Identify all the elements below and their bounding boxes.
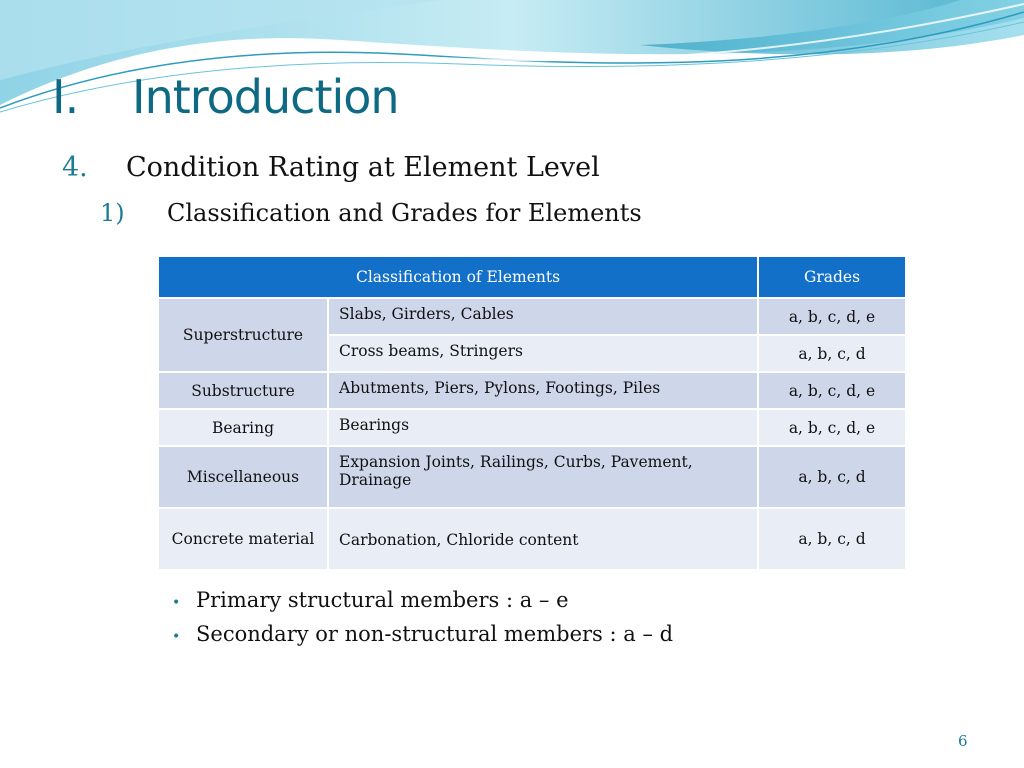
category-cell: Concrete material xyxy=(158,508,328,570)
title-number: I. xyxy=(52,70,79,124)
bullet-text: Secondary or non-structural members : a – d xyxy=(196,622,674,646)
grades-table xyxy=(157,255,907,571)
level2-text: Classification and Grades for Elements xyxy=(167,199,642,227)
elements-cell: Cross beams, Stringers xyxy=(328,335,758,372)
slide-title xyxy=(52,70,399,124)
table-row xyxy=(158,298,906,335)
grades-cell: a, b, c, d xyxy=(758,508,906,570)
category-cell: Superstructure xyxy=(158,298,328,372)
bullet-text: Primary structural members : a – e xyxy=(196,588,569,612)
table-row xyxy=(158,508,906,570)
category-cell: Bearing xyxy=(158,409,328,446)
level1-text: Condition Rating at Element Level xyxy=(126,152,600,183)
page-number: 6 xyxy=(958,732,968,750)
grades-cell: a, b, c, d, e xyxy=(758,372,906,409)
bullet-dot-icon: • xyxy=(172,595,181,611)
grades-cell: a, b, c, d xyxy=(758,446,906,508)
table-row xyxy=(158,409,906,446)
level1-number: 4. xyxy=(62,152,88,183)
elements-cell: Bearings xyxy=(328,409,758,446)
elements-cell: Expansion Joints, Railings, Curbs, Pavement, Drainage xyxy=(328,446,758,508)
table-row xyxy=(158,446,906,508)
category-cell: Miscellaneous xyxy=(158,446,328,508)
elements-cell: Abutments, Piers, Pylons, Footings, Piles xyxy=(328,372,758,409)
grades-cell: a, b, c, d xyxy=(758,335,906,372)
header-classification: Classification of Elements xyxy=(158,256,758,298)
table-row xyxy=(158,372,906,409)
level2-number: 1) xyxy=(100,199,125,227)
list-item xyxy=(172,588,673,622)
title-text: Introduction xyxy=(132,70,399,124)
grades-cell: a, b, c, d, e xyxy=(758,298,906,335)
bullet-dot-icon: • xyxy=(172,629,181,645)
list-item xyxy=(172,622,673,656)
elements-cell: Carbonation, Chloride content xyxy=(328,508,758,570)
grades-cell: a, b, c, d, e xyxy=(758,409,906,446)
table-header-row xyxy=(158,256,906,298)
heading-level1 xyxy=(62,152,600,183)
elements-cell: Slabs, Girders, Cables xyxy=(328,298,758,335)
header-grades: Grades xyxy=(758,256,906,298)
bullet-list xyxy=(172,588,673,656)
heading-level2 xyxy=(100,199,642,227)
category-cell: Substructure xyxy=(158,372,328,409)
